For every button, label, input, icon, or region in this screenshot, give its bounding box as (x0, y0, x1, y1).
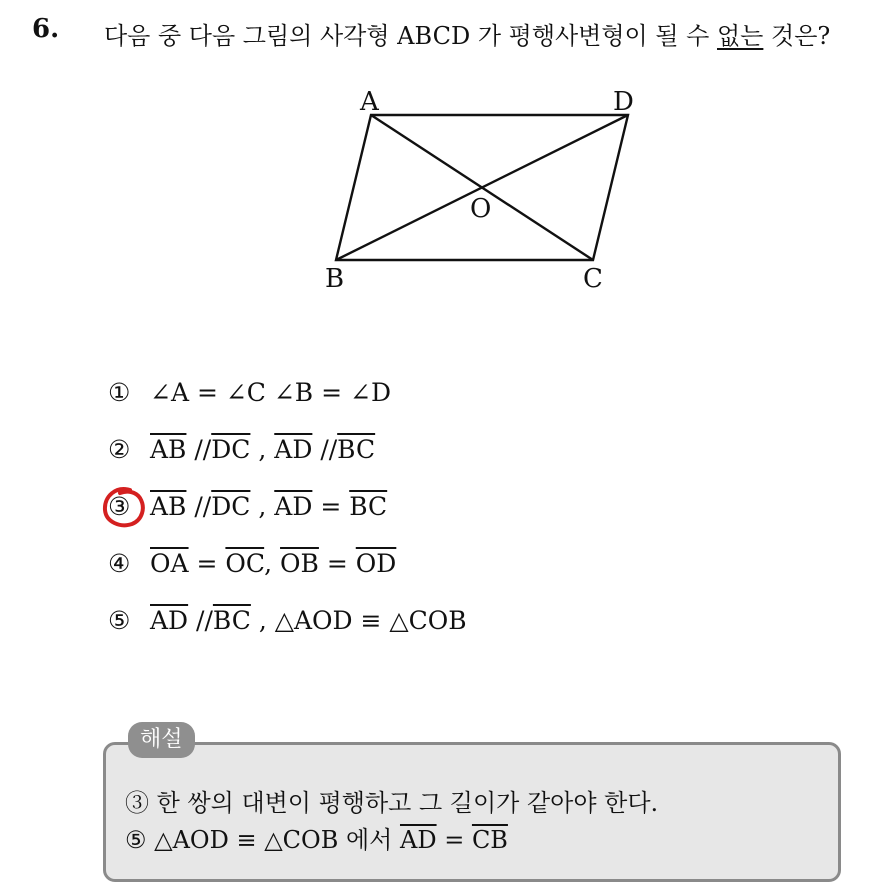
question-text-before: 다음 중 다음 그림의 사각형 ABCD 가 평행사변형이 될 수 (104, 22, 717, 50)
choice-number: ⑤ (108, 606, 131, 635)
question-number: 6. (32, 14, 60, 44)
diagonal-bd (336, 115, 628, 260)
choice-text: $\overline{AB}$ $//\overline{DC}$ , $\overline{AD}$ $//\overline{BC}$ (150, 435, 376, 464)
choice-text: ∠A = ∠C ∠B = ∠D (150, 378, 392, 407)
choice-text: $\overline{OA} = \overline{OC}$, $\overline{OB} = \overline{OD}$ (150, 549, 397, 578)
question-text-after: 것은? (763, 22, 831, 50)
choice-number: ④ (108, 549, 131, 578)
choice-text: $\overline{AB}$ $//\overline{DC}$ , $\overline{AD} = \overline{BC}$ (150, 492, 388, 521)
choice-text: $\overline{AD}$ $//\overline{BC}$ , △AOD ≡ △COB (150, 606, 467, 635)
parallelogram-figure (300, 80, 660, 300)
choice-number: ① (108, 378, 131, 407)
question-text-underlined: 없는 (717, 22, 764, 50)
choice-list (108, 378, 467, 663)
choice-3[interactable] (108, 492, 467, 549)
choice-5[interactable] (108, 606, 467, 663)
vertex-label-o: O (470, 194, 492, 224)
solution-tag: 해설 (128, 722, 195, 758)
question-text (104, 16, 830, 51)
vertex-label-d: D (613, 87, 634, 117)
solution-line-1: ③ 한 쌍의 대변이 평행하고 그 길이가 같아야 한다. (125, 789, 659, 817)
choice-4[interactable] (108, 549, 467, 606)
vertex-label-b: B (325, 264, 345, 294)
solution-line-2: ⑤ △AOD ≡ △COB 에서 $\overline{AD} = \overline{CB}$ (125, 826, 508, 854)
answer-circle-mark (100, 484, 150, 532)
choice-1[interactable] (108, 378, 467, 435)
vertex-label-a: A (360, 87, 379, 117)
choice-number: ③ (108, 492, 131, 521)
choice-2[interactable] (108, 435, 467, 492)
choice-number: ② (108, 435, 131, 464)
vertex-label-c: C (583, 264, 603, 294)
